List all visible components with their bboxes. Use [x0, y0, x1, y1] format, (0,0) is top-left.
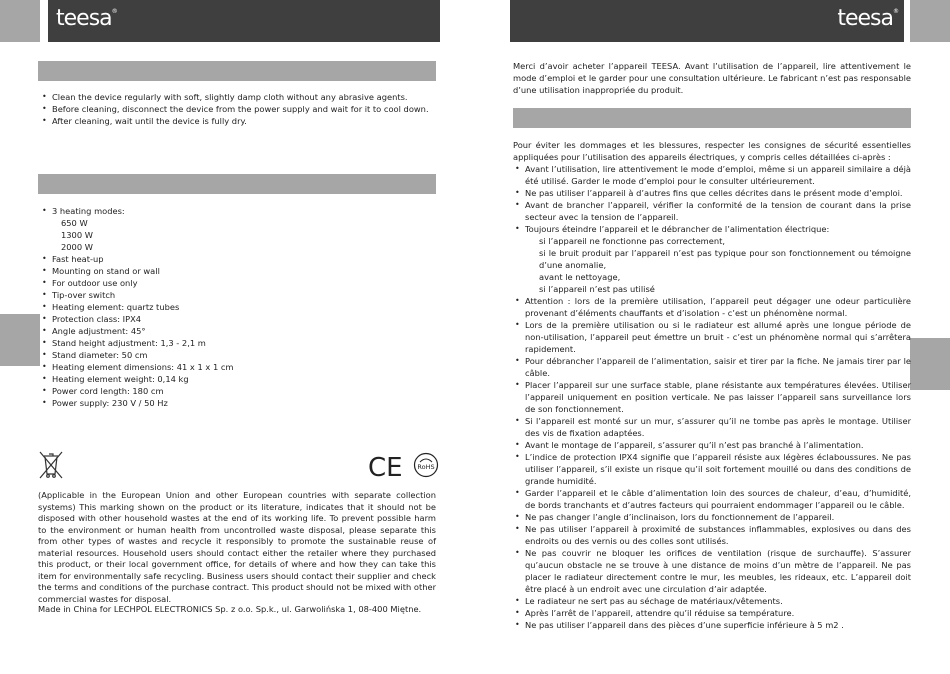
section-bar-cleaning: [38, 61, 436, 81]
spec-mode: 650 W: [61, 218, 88, 228]
side-tab-right: [910, 338, 950, 390]
safety-item: • Après l’arrêt de l’appareil, attendre qu’il réduise sa température.: [513, 607, 911, 619]
spec-item: • Heating element: quartz tubes: [40, 301, 440, 313]
section-bar-safety: [513, 108, 911, 128]
spec-item: • Power cord length: 180 cm: [40, 385, 440, 397]
safety-item: • Toujours éteindre l’appareil et le débrancher de l’alimentation électrique:: [513, 223, 911, 235]
safety-item: • Si l’appareil est monté sur un mur, s’assurer qu’il ne tombe pas après le montage. Utiliser des vis de fixation adaptées.: [513, 415, 911, 439]
ce-mark-icon: [366, 452, 410, 480]
made-in-note: Made in China for LECHPOL ELECTRONICS Sp. z o.o. Sp.k., ul. Garwolińska 1, 08-400 Miętne.: [38, 604, 422, 614]
header-left: [48, 0, 440, 42]
safety-intro: Pour éviter les dommages et les blessures, respecter les consignes de sécurité essentielles appliquées pour l’utilisation des appareils électriques, y compris celles détaillées ci-après :: [513, 140, 911, 162]
safety-item: • Avant de brancher l’appareil, vérifier la conformité de la tension de courant dans la prise secteur avec la tension de l’appareil.: [513, 199, 911, 223]
safety-item: • L’indice de protection IPX4 signifie que l’appareil résiste aux légères éclaboussures. Ne pas utiliser l’appareil, s’il existe un risque qu’il soit fortement mouillé ou dans des conditions de grande humidité.: [513, 451, 911, 487]
weee-notice: (Applicable in the European Union and other European countries with separate collection systems) This marking shown on the product or its literature, indicates that it should not be disposed with other household wastes at the end of its working life. To prevent possible harm to the environment or human health from uncontrolled waste disposal, please separate this from other types of wastes and recycle it responsibly to promote the sustainable reuse of material resources. Household users should contact either the retailer where they purchased this product, or their local government office, for details of where and how they can take this item for environmentally safe recycling. Business users should contact their supplier and check the terms and conditions of the purchase contract. This product should not be mixed with other commercial wastes for disposal.: [38, 490, 436, 604]
weee-bin-icon: [38, 450, 64, 480]
spec-item: • Mounting on stand or wall: [40, 265, 440, 277]
rohs-mark-icon: [413, 452, 439, 478]
safety-item: • Pour débrancher l’appareil de l’alimentation, saisir et tirer par la fiche. Ne jamais tirer par le câble.: [513, 355, 911, 379]
logo-left: teesa®: [56, 6, 117, 31]
safety-item: • Ne pas utiliser l’appareil à d’autres fins que celles décrites dans le présent mode d’emploi.: [513, 187, 911, 199]
corner-left: [0, 0, 40, 42]
spec-item: • Heating element weight: 0,14 kg: [40, 373, 440, 385]
spec-item: • Tip-over switch: [40, 289, 440, 301]
spec-item: • Protection class: IPX4: [40, 313, 440, 325]
safety-subitem: si l’appareil ne fonctionne pas correctement,: [539, 236, 726, 246]
intro-paragraph: Merci d’avoir acheter l’appareil TEESA. Avant l’utilisation de l’appareil, lire attentivement le mode d’emploi et le garder pour une consultation ultérieure. Le fabricant n’est pas responsable d’une utilisation inappropriée du produit.: [513, 61, 911, 95]
spec-item: • Angle adjustment: 45°: [40, 325, 440, 337]
safety-item: • Avant l’utilisation, lire attentivement le mode d’emploi, même si un appareil similaire a déjà été utilisé. Garder le mode d’emploi pour le consulter ultérieurement.: [513, 163, 911, 187]
safety-subitem: avant le nettoyage,: [539, 272, 621, 282]
safety-subitem: si l’appareil n’est pas utilisé: [539, 284, 655, 294]
safety-item: • Attention : lors de la première utilisation, l’appareil peut dégager une odeur particulière provenant d’éléments chauffants et d’isolation - c’est un phénomène normal.: [513, 295, 911, 319]
safety-item: • Placer l’appareil sur une surface stable, plane résistante aux températures élevées. Utiliser l’appareil uniquement en position verticale. Ne pas laisser l’appareil sans surveillance lors de son fonctionnement.: [513, 379, 911, 415]
spec-item: • Heating element dimensions: 41 x 1 x 1 cm: [40, 361, 440, 373]
ce-mark-text: CE: [368, 453, 403, 480]
spec-mode: 2000 W: [61, 242, 93, 252]
safety-section: [513, 139, 911, 631]
spec-item: • Stand height adjustment: 1,3 - 2,1 m: [40, 337, 440, 349]
safety-subitem: si le bruit produit par l’appareil n’est pas typique pour son fonctionnement ou témoigne d’une anomalie,: [539, 248, 911, 270]
safety-item: • Lors de la première utilisation ou si le radiateur est allumé après une longue période de non-utilisation, l’appareil peut émettre un bruit - c’est un phénomène normal qui s’arrêtera rapidement.: [513, 319, 911, 355]
safety-item: • Ne pas utiliser l’appareil à proximité de substances inflammables, explosives ou dans des endroits ou des vernis ou des colles sont utilisés.: [513, 523, 911, 547]
spec-item: • Stand diameter: 50 cm: [40, 349, 440, 361]
spec-item: • For outdoor use only: [40, 277, 440, 289]
specifications-section: [40, 205, 440, 409]
spec-mode: 1300 W: [61, 230, 93, 240]
cleaning-item: • Clean the device regularly with soft, slightly damp cloth without any abrasive agents.: [40, 91, 440, 103]
section-bar-specifications: [38, 174, 436, 194]
safety-item: • Ne pas changer l’angle d’inclinaison, lors du fonctionnement de l’appareil.: [513, 511, 911, 523]
rohs-mark-text: RoHS: [417, 463, 435, 471]
cleaning-item: • Before cleaning, disconnect the device from the power supply and wait for it to cool down.: [40, 103, 440, 115]
header-right: [510, 0, 904, 42]
side-tab-left: [0, 314, 40, 366]
safety-item: • Ne pas utiliser l’appareil dans des pièces d’une superficie inférieure à 5 m2 .: [513, 619, 911, 631]
spec-item: • 3 heating modes:: [40, 205, 440, 217]
cleaning-section: [40, 91, 440, 127]
spec-item: • Power supply: 230 V / 50 Hz: [40, 397, 440, 409]
spec-item: • Fast heat-up: [40, 253, 440, 265]
safety-item: • Garder l’appareil et le câble d’alimentation loin des sources de chaleur, d’eau, d’humidité, de bords tranchants et d’autres facteurs qui pourraient endommager l’appareil ou le câble.: [513, 487, 911, 511]
safety-item: • Ne pas couvrir ne bloquer les orifices de ventilation (risque de surchauffe). S’assurer qu’aucun obstacle ne se trouve à une distance de moins d’un mètre de l’appareil. Ne pas placer le radiateur directement contre le mur, les meubles, les rideaux, etc. L’appareil doit être placé à un endroit avec une circulation d’air adaptée.: [513, 547, 911, 595]
safety-item: • Le radiateur ne sert pas au séchage de matériaux/vêtements.: [513, 595, 911, 607]
safety-item: • Avant le montage de l’appareil, s’assurer qu’il n’est pas branché à l’alimentation.: [513, 439, 911, 451]
logo-right: teesa®: [837, 6, 898, 31]
cleaning-item: • After cleaning, wait until the device is fully dry.: [40, 115, 440, 127]
corner-right: [910, 0, 950, 42]
